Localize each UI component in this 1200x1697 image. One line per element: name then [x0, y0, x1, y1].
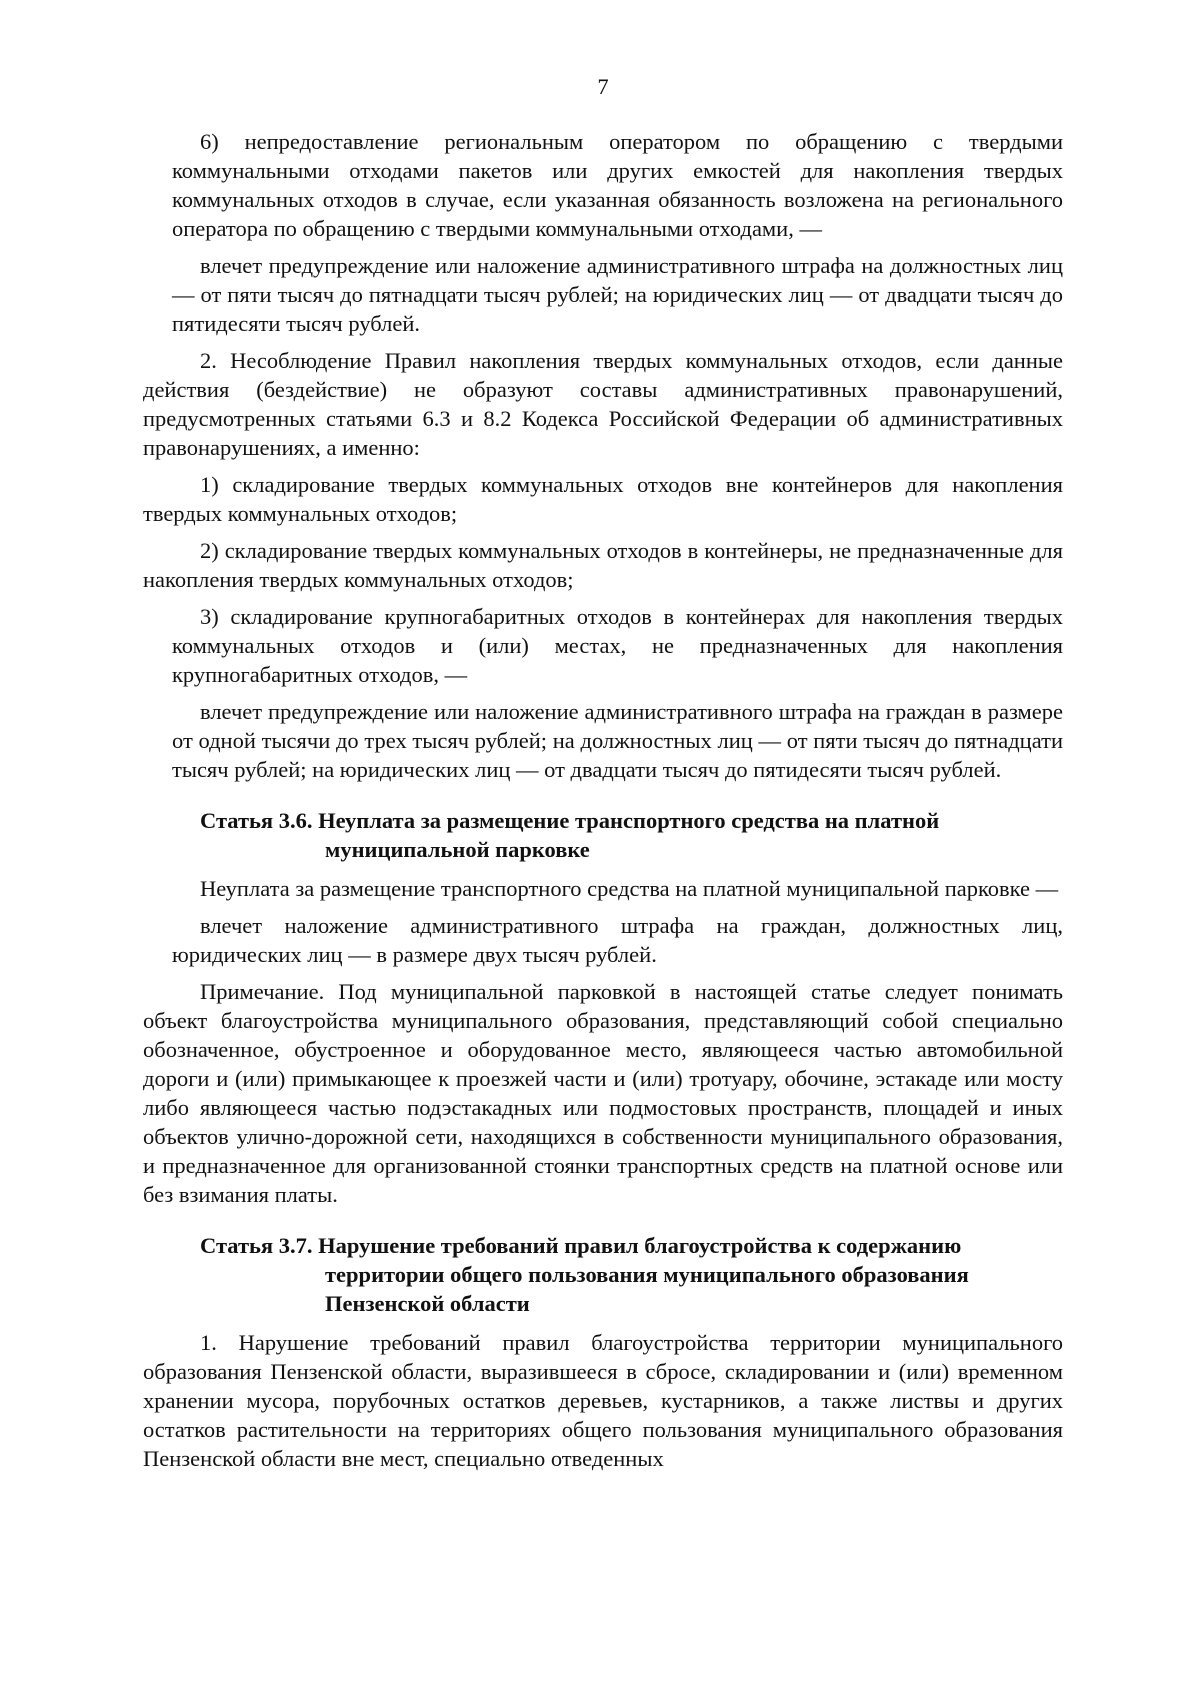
subitem-1: 1) складирование твердых коммунальных отходов вне контейнеров для накопления твердых коммунальных отходов; — [143, 472, 1063, 526]
page-number: 7 — [597, 74, 609, 99]
item-6-paragraph: 6) непредоставление региональным оператором по обращению с твердыми коммунальными отходами пакетов или других емкостей для накопления твердых коммунальных отходов в случае, если указанная обязанность возложена на регионального оператора по обращению с твердыми коммунальными отходами, — — [172, 129, 1063, 241]
subitem-2: 2) складирование твердых коммунальных отходов в контейнеры, не предназначенные для накопления твердых коммунальных отходов; — [143, 538, 1063, 592]
paragraph-2: 2. Несоблюдение Правил накопления твердых коммунальных отходов, если данные действия (бездействие) не образуют составы административных правонарушений, предусмотренных статьями 6.3 и 8.2 Кодекса Российской Федерации об административных правонарушениях, а именно: — [143, 348, 1063, 460]
document-page — [143, 72, 1063, 1481]
article-3-6-body: Неуплата за размещение транспортного средства на платной муниципальной парковке — — [200, 876, 1059, 901]
article-3-7-heading-line-3: Пензенской области — [325, 1291, 530, 1316]
article-3-6-note: Примечание. Под муниципальной парковкой в настоящей статье следует понимать объект благоустройства муниципального образования, представляющий собой специально обозначенное, обустроенное и оборудованное место, являющееся частью автомобильной дороги и (или) примыкающее к проезжей части и (или) тротуару, обочине, эстакаде или мосту либо являющееся частью подэстакадных или подмостовых пространств, площадей и иных объектов улично-дорожной сети, находящихся в собственности муниципального образования, и предназначенное для организованной стоянки транспортных средств на платной основе или без взимания платы. — [143, 979, 1063, 1207]
article-3-6-heading — [200, 806, 1063, 864]
subitem-3: 3) складирование крупногабаритных отходов в контейнерах для накопления твердых коммунальных отходов и (или) местах, не предназначенных для накопления крупногабаритных отходов, — — [172, 604, 1063, 687]
sanction-paragraph-1: влечет предупреждение или наложение административного штрафа на должностных лиц — от пяти тысяч до пятнадцати тысяч рублей; на юридических лиц — от двадцати тысяч до пятидесяти тысяч рублей. — [172, 253, 1063, 336]
article-3-6-heading-line-1: Статья 3.6. Неуплата за размещение транспортного средства на платной — [200, 808, 940, 833]
article-3-6-heading-line-2: муниципальной парковке — [325, 837, 590, 862]
article-3-7-heading-line-1: Статья 3.7. Нарушение требований правил благоустройства к содержанию — [200, 1233, 962, 1258]
article-3-7-heading-line-2: территории общего пользования муниципального образования — [325, 1262, 969, 1287]
article-3-6-sanction: влечет наложение административного штрафа на граждан, должностных лиц, юридических лиц — в размере двух тысяч рублей. — [172, 913, 1063, 967]
sanction-paragraph-2: влечет предупреждение или наложение административного штрафа на граждан в размере от одной тысячи до трех тысяч рублей; на должностных лиц — от пяти тысяч до пятнадцати тысяч рублей; на юридических лиц — от двадцати тысяч до пятидесяти тысяч рублей. — [172, 699, 1063, 782]
article-3-7-heading — [200, 1231, 1063, 1318]
article-3-7-body: 1. Нарушение требований правил благоустройства территории муниципального образования Пензенской области, выразившееся в сбросе, складировании и (или) временном хранении мусора, порубочных остатков деревьев, кустарников, а также листвы и других остатков растительности на территориях общего пользования муниципального образования Пензенской области вне мест, специально отведенных — [143, 1330, 1063, 1471]
